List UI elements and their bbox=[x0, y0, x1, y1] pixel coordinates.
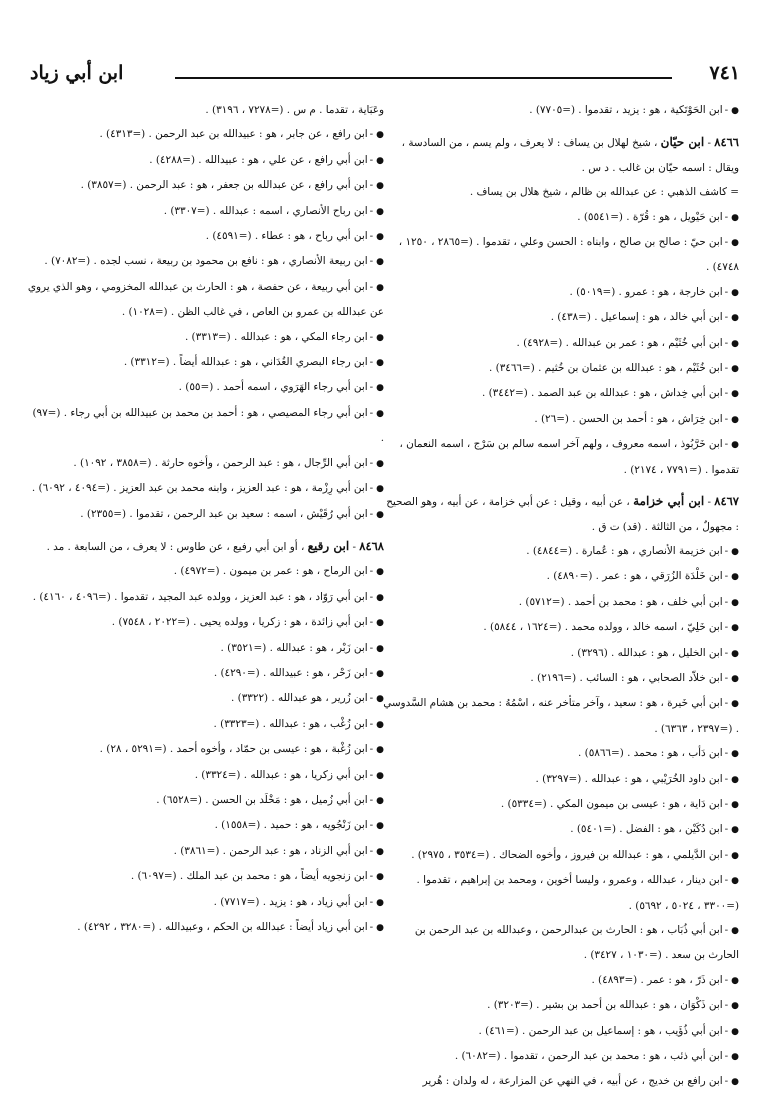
entry-text: ابن رافع بن خديج ، عن أبيه ، في النهي عن المزارعة ، له ولدان : هُرير bbox=[422, 1075, 723, 1088]
entry bbox=[381, 280, 739, 305]
entry-text: ابن أبي خَيرة ، هو : سعيد ، وآخر متأخر عنه ، اسْمُهُ : محمد بن هشام السَّدوسي . (=٢٣٩٧ ، ٦٣٦٣) . bbox=[383, 697, 739, 735]
entry bbox=[381, 918, 739, 968]
entry bbox=[26, 199, 384, 224]
entry-text: ابن رجاء المكي ، هو : عبدالله . (=٣٣١٣) . bbox=[184, 330, 368, 343]
entry-text: ابن داود الخُرَيْبي ، هو : عبدالله . (=٣٢٩٧) . bbox=[535, 772, 723, 785]
dash-icon: - bbox=[724, 285, 729, 298]
bullet-icon: ● bbox=[731, 876, 739, 887]
entry bbox=[381, 180, 739, 204]
entry bbox=[26, 661, 384, 686]
entry bbox=[381, 331, 739, 356]
entry bbox=[381, 641, 739, 666]
bullet-icon: ● bbox=[376, 795, 384, 806]
entry-text: ابن أبي خلف ، هو : محمد بن أحمد . (=٥٧١٢) . bbox=[518, 595, 723, 608]
bullet-icon: ● bbox=[731, 1052, 739, 1063]
entry-name: ابن أبي خزامة bbox=[633, 494, 705, 509]
dash-icon: - bbox=[369, 717, 374, 730]
entry-text: ابن أبي ذُؤَيب ، هو : إسماعيل بن عبد الرحمن . (=٤٦١) . bbox=[478, 1024, 723, 1037]
entry-text: ابن أبي ربيعة ، عن حفصة ، هو : الحارث بن عبدالله المخزومي ، وهو الذي يروي عن عبدالله بن عمرو بن العاص ، في غالب الظن . (=١٠٢٨) . bbox=[27, 280, 384, 319]
entry bbox=[381, 767, 739, 792]
bullet-icon: ● bbox=[731, 926, 739, 936]
entry-text: ابن خَلِيّ ، اسمه خالد ، وولده محمد . (=١٦٢٤ ، ٥٨٤٤) . bbox=[483, 621, 723, 634]
entry-text: ابن ربيعة الأنصاري ، هو : نافع بن محمود بن ربيعة ، نسب لجده . (=٧٠٨٢) . bbox=[44, 255, 368, 268]
entry-text: ابن خَرَّبُوذ ، اسمه معروف ، ولهم آخر اسمه سالم بن سَرْج ، اسمه النعمان ، تقدموا . (=٧٧٩١ ، ٢١٧٤) . bbox=[399, 438, 739, 476]
dash-icon: - bbox=[369, 128, 374, 141]
page-number: ٧٤١ bbox=[709, 62, 740, 84]
entry bbox=[26, 839, 384, 864]
bullet-icon: ● bbox=[376, 206, 384, 217]
bullet-icon: ● bbox=[731, 287, 739, 298]
entry bbox=[26, 915, 384, 940]
entry bbox=[381, 564, 739, 589]
dash-icon: - bbox=[369, 590, 374, 603]
dash-icon: - bbox=[369, 743, 374, 756]
entry-text: ابن خَلْدَة الزُرَقي ، هو : عمر . (=٤٨٩٠) . bbox=[546, 570, 723, 583]
entry bbox=[26, 148, 384, 173]
numbered-entry: ٨٤٦٦ - ابن حيّان ، شيخ لهلال بن يساف : لا يعرف ، ولم يسم ، من السادسة ، ويقال : اسمه حيّان بن غالب . د س . bbox=[401, 135, 739, 174]
entry bbox=[381, 356, 739, 381]
entry-text: ابن أبي زياد ، هو : يزيد . (=٧٧١٧) . bbox=[213, 895, 368, 908]
entry-text: ابن رافع ، عن جابر ، هو : عبيدالله بن عبد الرحمن . (=٤٣١٣) . bbox=[99, 128, 368, 141]
bullet-icon: ● bbox=[731, 749, 739, 760]
dash-icon: - bbox=[724, 621, 729, 634]
entry-text: ابن أبي رُقَيْش ، اسمه : سعيد بن عبد الرحمن ، تقدموا . (=٢٣٥٥) . bbox=[80, 507, 368, 520]
dash-icon: - bbox=[369, 895, 374, 908]
running-title: ابن أبي زياد bbox=[30, 62, 124, 84]
entry bbox=[381, 539, 739, 564]
entry bbox=[381, 205, 739, 230]
entry-text: ابن زنجويه أيضاً ، هو : محمد بن عبد الملك . (=٦٠٩٧) . bbox=[130, 870, 368, 883]
bullet-icon: ● bbox=[376, 821, 384, 832]
entry-text: ابن أبي زياد أيضاً : عبدالله بن الحكم ، وعبيدالله . (=٣٢٨٠ ، ٤٢٩٢) . bbox=[77, 921, 368, 933]
entry-text: ابن أبي الرِّجال ، هو : عبد الرحمن ، وأخوه حارثة . (=٣٨٥٨ ، ١٠٩٢) . bbox=[73, 456, 368, 469]
entry bbox=[26, 224, 384, 249]
entry-text: ابن خُثَيْم ، هو : عبدالله بن عثمان بن خُثيم . (=٣٤٦٦) . bbox=[489, 362, 723, 375]
entry-text: ابن الحَوْتَكية ، هو : يزيد ، تقدموا . (=٧٧٠٥) . bbox=[529, 104, 723, 116]
bullet-icon: ● bbox=[376, 509, 384, 520]
bullet-icon: ● bbox=[376, 282, 384, 293]
dash-icon: - bbox=[724, 362, 729, 375]
dash-icon: - bbox=[724, 797, 729, 810]
entry-text: ابن زُغْبة ، هو : عيسى بن حمّاد ، وأخوه أحمد . (=٥٢٩١ ، ٢٨) . bbox=[99, 743, 368, 756]
entry bbox=[381, 666, 739, 691]
entry bbox=[381, 305, 739, 330]
entry bbox=[381, 230, 739, 280]
entry-text: ابن أبي زُميل ، هو : مَخْلَد بن الحسن . (=٦٥٢٨) . bbox=[156, 793, 368, 806]
bullet-icon: ● bbox=[731, 414, 739, 425]
dash-icon: - bbox=[369, 330, 374, 343]
entry bbox=[26, 350, 384, 375]
dash-icon: - bbox=[724, 387, 729, 400]
entry bbox=[26, 788, 384, 813]
bullet-icon: ● bbox=[731, 313, 739, 324]
entry-text: ابن دَأب ، هو : محمد . (=٥٨٦٦) . bbox=[578, 747, 723, 760]
bullet-icon: ● bbox=[376, 745, 384, 756]
page-header bbox=[30, 62, 740, 94]
dash-icon: - bbox=[369, 565, 374, 578]
bullet-icon: ● bbox=[731, 673, 739, 684]
entry bbox=[26, 636, 384, 661]
entry bbox=[26, 275, 384, 325]
bullet-icon: ● bbox=[731, 212, 739, 223]
entry bbox=[26, 686, 384, 711]
dash-icon: - bbox=[724, 438, 729, 451]
left-column bbox=[26, 98, 384, 940]
bullet-icon: ● bbox=[376, 567, 384, 578]
entry-text: ابن خارجة ، هو : عمرو . (=٥٠١٩) . bbox=[569, 285, 723, 298]
dash-icon: - bbox=[724, 544, 729, 557]
entry-text: ابن حَيْويل ، هو : قُرّة . (=٥٥٤١) . bbox=[577, 210, 723, 223]
entry bbox=[381, 691, 739, 741]
dash-icon: - bbox=[724, 1050, 729, 1063]
entry bbox=[381, 843, 739, 868]
dash-icon: - bbox=[369, 456, 374, 469]
bullet-icon: ● bbox=[376, 770, 384, 781]
entry-number: ٨٤٦٨ bbox=[359, 538, 384, 553]
entry bbox=[26, 737, 384, 762]
entry-text: ابن زَنْجُويه ، هو : حميد . (=١٥٥٨) . bbox=[214, 819, 368, 832]
entry bbox=[381, 868, 739, 918]
entry-text: ابن دينار ، عبدالله ، وعمرو ، وليسا أخوين ، ومحمد بن إبراهيم ، تقدموا . (=٣٣٠٠ ، ٥٠٢٤ ، ٥٦٩٢) . bbox=[416, 874, 739, 912]
entry bbox=[26, 559, 384, 584]
entry-number: ٨٤٦٧ bbox=[714, 494, 739, 509]
dash-icon: - bbox=[369, 666, 374, 679]
bullet-icon: ● bbox=[731, 774, 739, 785]
bullet-icon: ● bbox=[376, 897, 384, 908]
bullet-icon: ● bbox=[376, 130, 384, 141]
dash-icon: - bbox=[724, 999, 729, 1012]
bullet-icon: ● bbox=[376, 719, 384, 730]
entry-text: ابن أبي رباح ، هو : عطاء . (=٤٥٩١) . bbox=[205, 230, 368, 243]
numbered-entry: ٨٤٦٧ - ابن أبي خزامة ، عن أبيه ، وقيل : عن أبي خزامة ، عن أبيه ، وهو الصحيح : مجهولٌ ، من الثالثة . (قد) ت ق . bbox=[386, 494, 739, 533]
header-rule bbox=[175, 77, 672, 79]
entry-text: ابن أبي الزناد ، هو : عبد الرحمن . (=٣٨٦١) . bbox=[173, 844, 368, 857]
entry-text: ابن ذَرّ ، هو : عمر . (=٤٨٩٣) . bbox=[591, 973, 723, 986]
bullet-icon: ● bbox=[376, 458, 384, 469]
entry-text: ابن الدَّيلمي ، هو : عبدالله بن فيروز ، وأخوه الضحاك . (=٣٥٣٤ ، ٢٩٧٥) . bbox=[411, 848, 723, 861]
entry-text: ، شيخ لهلال بن يساف : لا يعرف ، ولم يسم ، من السادسة ، ويقال : اسمه حيّان بن غالب . د س . bbox=[401, 137, 739, 174]
dash-icon: - bbox=[724, 1024, 729, 1037]
entry bbox=[381, 1019, 739, 1044]
entry-text: ابن أبي ذئب ، هو : محمد بن عبد الرحمن ، تقدموا . (=٦٠٨٢) . bbox=[454, 1050, 723, 1063]
entry-text: ابن أبي رافع ، عن علي ، هو : عبيدالله . (=٤٢٨٨) . bbox=[149, 153, 368, 166]
bullet-icon: ● bbox=[731, 975, 739, 986]
bullet-icon: ● bbox=[731, 1026, 739, 1037]
entry-text: ابن أبي زائدة ، هو : زكريا ، وولده يحيى . (=٢٠٢٢ ، ٧٥٤٨) . bbox=[111, 616, 368, 629]
entry-name: ابن حيّان bbox=[660, 135, 705, 150]
entry-name: ابن رقيع bbox=[307, 538, 350, 553]
dash-icon: - bbox=[369, 179, 374, 192]
bullet-icon: ● bbox=[731, 825, 739, 836]
dash-icon: - bbox=[724, 1075, 729, 1088]
entry-text: ابن أبي زكريا ، هو : عبدالله . (=٣٣٢٤) . bbox=[194, 768, 368, 781]
dash-icon: - bbox=[724, 671, 729, 684]
bullet-icon: ● bbox=[731, 546, 739, 557]
dash-icon: - bbox=[369, 255, 374, 268]
dash-icon: - bbox=[724, 874, 729, 887]
entry-text: = كاشف الذهبي : عن عبدالله بن ظالم ، شيخ هلال بن يساف . bbox=[469, 186, 739, 199]
dash-icon: - bbox=[369, 381, 374, 394]
bullet-icon: ● bbox=[731, 1001, 739, 1012]
entry bbox=[26, 890, 384, 915]
right-column bbox=[381, 98, 739, 1095]
bullet-icon: ● bbox=[376, 923, 384, 933]
bullet-icon: ● bbox=[731, 799, 739, 810]
bullet-icon: ● bbox=[376, 846, 384, 857]
entry-text: ابن أبي رجاء الهَرَوي ، اسمه أحمد . (=٥٥) . bbox=[178, 381, 368, 394]
dash-icon: - bbox=[369, 280, 374, 293]
entry-text: ابن حيّ : صالح بن صالح ، وابناه : الحسن وعلي ، تقدموا . (=٢٨٦٥ ، ١٢٥٠ ، ٤٧٤٨) . bbox=[398, 236, 739, 274]
entry bbox=[381, 432, 739, 482]
dash-icon: - bbox=[369, 793, 374, 806]
entry bbox=[26, 173, 384, 198]
entry bbox=[26, 375, 384, 400]
entry bbox=[26, 813, 384, 838]
dash-icon: - bbox=[369, 356, 374, 369]
entry bbox=[26, 451, 384, 476]
bullet-icon: ● bbox=[731, 238, 739, 249]
dash-icon: - bbox=[369, 507, 374, 520]
dash-icon: - bbox=[724, 697, 729, 710]
entry-text: ابن أبي رَوّاد ، هو : عبد العزيز ، وولده عبد المجيد ، تقدموا . (=٤٠٩٦ ، ٤١٦٠) . bbox=[32, 590, 368, 603]
dash-icon: - bbox=[369, 641, 374, 654]
entry-text: ، عن أبيه ، وقيل : عن أبي خزامة ، عن أبيه ، وهو الصحيح : مجهولٌ ، من الثالثة . (قد) ت ق . bbox=[386, 496, 739, 533]
entry-text: ابن دَاية ، هو : عيسى بن ميمون المكي . (=٥٣٣٤) . bbox=[500, 797, 723, 810]
bullet-icon: ● bbox=[376, 694, 384, 705]
bullet-icon: ● bbox=[376, 358, 384, 369]
entry bbox=[381, 615, 739, 640]
bullet-icon: ● bbox=[731, 1077, 739, 1088]
bullet-icon: ● bbox=[731, 364, 739, 375]
dash-icon: - bbox=[724, 973, 729, 986]
bullet-icon: ● bbox=[731, 623, 739, 634]
bullet-icon: ● bbox=[376, 668, 384, 679]
entry bbox=[26, 98, 384, 122]
bullet-icon: ● bbox=[731, 338, 739, 349]
entry-text: ابن دُكَيْن ، هو : الفضل . (=٥٤٠١) . bbox=[570, 823, 723, 836]
entry bbox=[26, 476, 384, 501]
entry-text: ابن خزيمة الأنصاري ، هو : عُمارة . (=٤٨٤٤) . bbox=[526, 544, 723, 557]
entry-text: ابن أبي ذُبَاب ، هو : الحارث بن عبدالرحمن ، وعبدالله بن عبد الرحمن بن الحارث بن سعد . (=١٠٣٠ ، ٣٤٢٧) . bbox=[414, 924, 739, 962]
bullet-icon: ● bbox=[376, 484, 384, 495]
entry-text: ، أو ابن أبي رفيع ، عن طاوس : لا يعرف ، من السابعة . مد . bbox=[46, 540, 305, 553]
entry-text: ابن أبي خالد ، هو : إسماعيل . (=٤٣٨) . bbox=[550, 311, 723, 324]
dash-icon: - bbox=[724, 747, 729, 760]
bullet-icon: ● bbox=[376, 181, 384, 192]
dash-icon: - bbox=[724, 848, 729, 861]
dash-icon: - bbox=[724, 823, 729, 836]
dash-icon: - bbox=[724, 311, 729, 324]
entry bbox=[381, 993, 739, 1018]
entry-text: ابن زُرير ، هو عبدالله . (٣٣٢٢) . bbox=[231, 692, 368, 705]
bullet-icon: ● bbox=[376, 643, 384, 654]
bullet-icon: ● bbox=[376, 618, 384, 629]
entry-text: ابن زَبْر ، هو : عبدالله . (=٣٥٢١) . bbox=[220, 641, 368, 654]
entry bbox=[26, 864, 384, 889]
entry-text: ابن رجاء البصري الغُدَاني ، هو : عبدالله أيضاً . (=٣٣١٢) . bbox=[123, 356, 368, 369]
dash-icon: - bbox=[369, 482, 374, 495]
bullet-icon: ● bbox=[376, 872, 384, 883]
dash-icon: - bbox=[724, 772, 729, 785]
entry-text: ابن رباح الأنصاري ، اسمه : عبدالله . (=٣٣٠٧) . bbox=[163, 204, 368, 217]
dash-icon: - bbox=[724, 412, 729, 425]
dash-icon: - bbox=[724, 595, 729, 608]
entry-text: ابن أبي رافع ، عن عبدالله بن جعفر ، هو : عبد الرحمن . (=٣٨٥٧) . bbox=[80, 179, 368, 192]
entry bbox=[26, 249, 384, 274]
entry bbox=[381, 968, 739, 993]
entry-text: ابن زَحْر ، هو : عبيدالله . (=٤٢٩٠) . bbox=[213, 666, 368, 679]
bullet-icon: ● bbox=[731, 106, 739, 116]
entry-text: ابن زُغْب ، هو : عبدالله . (=٣٣٢٣) . bbox=[213, 717, 368, 730]
bullet-icon: ● bbox=[731, 389, 739, 400]
entry-text: ابن الرماح ، هو : عمر بن ميمون . (=٤٩٧٢) . bbox=[173, 565, 368, 578]
entry-text: ابن ذَكْوَان ، هو : عبدالله بن أحمد بن بشير . (=٣٢٠٣) . bbox=[487, 999, 723, 1012]
bullet-icon: ● bbox=[376, 408, 384, 419]
entry bbox=[26, 122, 384, 147]
entry-text: ابن خِرَاش ، هو : أحمد بن الحسن . (=٢٦) . bbox=[534, 412, 723, 425]
entry bbox=[26, 712, 384, 737]
entry bbox=[381, 817, 739, 842]
bullet-icon: ● bbox=[731, 597, 739, 608]
dash-icon: - bbox=[724, 924, 729, 936]
dash-icon: - bbox=[369, 406, 374, 419]
dash-icon: - bbox=[369, 819, 374, 832]
entry bbox=[26, 401, 384, 451]
entry bbox=[381, 792, 739, 817]
dash-icon: - bbox=[369, 844, 374, 857]
entry bbox=[381, 407, 739, 432]
entry bbox=[26, 763, 384, 788]
dash-icon: - bbox=[724, 236, 729, 249]
dash-icon: - bbox=[369, 616, 374, 629]
bullet-icon: ● bbox=[731, 648, 739, 659]
bullet-icon: ● bbox=[376, 232, 384, 243]
bullet-icon: ● bbox=[731, 850, 739, 861]
entry-text: ابن الخليل ، هو : عبدالله . (٣٢٩٦) . bbox=[570, 646, 723, 659]
entry bbox=[26, 325, 384, 350]
bullet-icon: ● bbox=[376, 155, 384, 166]
entry bbox=[381, 741, 739, 766]
entry bbox=[26, 585, 384, 610]
entry bbox=[381, 98, 739, 123]
entry-text: ابن أبي خُثَيْم ، هو : عمر بن عبدالله . (=٤٩٢٨) . bbox=[516, 336, 723, 349]
dash-icon: - bbox=[369, 204, 374, 217]
entry bbox=[381, 381, 739, 406]
entry-text: ابن أبي خِداش ، هو : عبدالله بن عبد الصمد . (=٣٤٤٢) . bbox=[481, 387, 723, 400]
entry bbox=[381, 1044, 739, 1069]
entry bbox=[26, 502, 384, 527]
dash-icon: - bbox=[369, 230, 374, 243]
numbered-entry: ٨٤٦٨ - ابن رقيع ، أو ابن أبي رفيع ، عن طاوس : لا يعرف ، من السابعة . مد . bbox=[46, 538, 384, 553]
dash-icon: - bbox=[369, 870, 374, 883]
dash-icon: - bbox=[369, 153, 374, 166]
dash-icon: - bbox=[724, 104, 729, 116]
entry-number: ٨٤٦٦ bbox=[714, 135, 739, 150]
entry bbox=[381, 590, 739, 615]
dash-icon: - bbox=[369, 692, 374, 705]
bullet-icon: ● bbox=[731, 572, 739, 583]
dash-icon: - bbox=[724, 336, 729, 349]
entry-text: وعَبَاية ، تقدما . م س . (=٧٢٧٨ ، ٣١٩٦) . bbox=[205, 104, 384, 116]
dash-icon: - bbox=[369, 921, 374, 933]
dash-icon: - bbox=[724, 570, 729, 583]
entry-text: ابن خلاّد الصحابي ، هو : السائب . (=٢١٩٦) . bbox=[530, 671, 723, 684]
bullet-icon: ● bbox=[376, 383, 384, 394]
bullet-icon: ● bbox=[731, 699, 739, 710]
bullet-icon: ● bbox=[376, 257, 384, 268]
entry bbox=[381, 1069, 739, 1094]
bullet-icon: ● bbox=[731, 440, 739, 451]
dash-icon: - bbox=[724, 210, 729, 223]
bullet-icon: ● bbox=[376, 332, 384, 343]
dash-icon: - bbox=[724, 646, 729, 659]
entry bbox=[26, 610, 384, 635]
bullet-icon: ● bbox=[376, 592, 384, 603]
dash-icon: - bbox=[369, 768, 374, 781]
entry-text: ابن أبي رِزْمة ، هو : عبد العزيز ، وابنه محمد بن عبد العزيز . (=٤٠٩٤ ، ٦٠٩٢) . bbox=[31, 482, 368, 495]
entry-text: ابن أبي رجاء المصيصي ، هو : أحمد بن محمد بن عبيدالله بن أبي رجاء . (=٩٧) . bbox=[32, 406, 384, 445]
